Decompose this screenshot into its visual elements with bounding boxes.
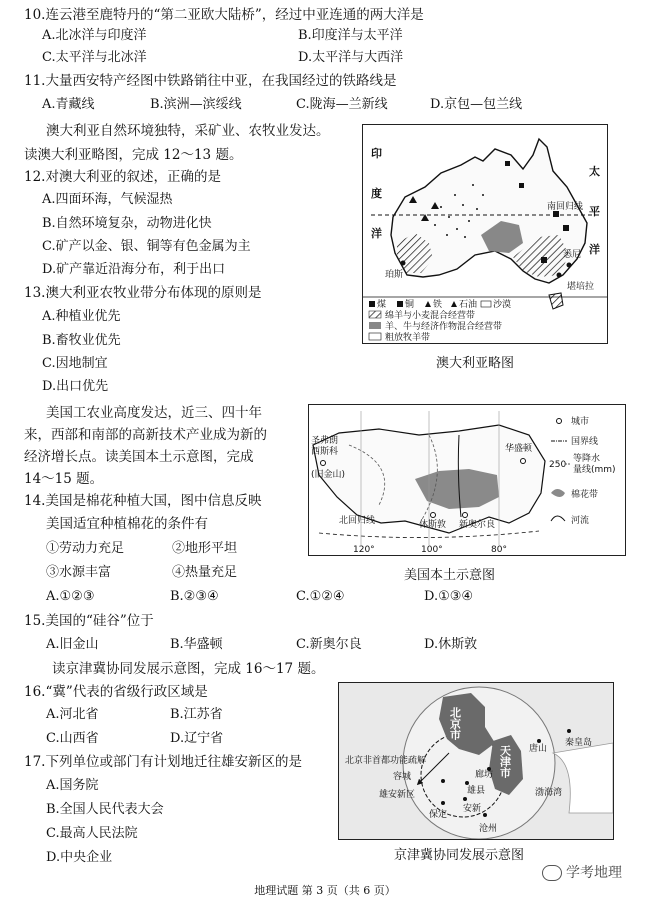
q17-stem: 17.下列单位或部门有计划地迁往雄安新区的是 <box>24 754 302 770</box>
q15-option-b: B.华盛顿 <box>170 637 223 652</box>
q11-option-c: C.陇海—兰新线 <box>296 97 388 112</box>
q14-item-1: ①劳动力充足 <box>46 541 125 556</box>
q16-option-b: B.江苏省 <box>170 707 223 722</box>
label-sf-3: (旧金山) <box>311 470 346 480</box>
q17-option-d: D.中央企业 <box>46 850 113 865</box>
label-tropic-capricorn: 南回归线 <box>547 202 584 212</box>
q13-option-b: B.畜牧业优先 <box>42 333 121 348</box>
tangshan-marker <box>537 739 541 743</box>
q10-option-a: A.北冰洋与印度洋 <box>42 28 147 43</box>
usa-intro-line4: 14～15 题。 <box>24 471 104 487</box>
legend-cattle-sheep-swatch <box>369 322 381 329</box>
legend-city-swatch <box>557 419 562 424</box>
q14-option-c: C.①②④ <box>296 589 345 604</box>
q15-option-d: D.休斯敦 <box>424 637 478 652</box>
label-cangzhou: 沧州 <box>479 824 498 834</box>
legend-desert: 沙漠 <box>493 300 512 310</box>
qhd-marker <box>567 729 571 733</box>
usa-map-caption: 美国本土示意图 <box>404 568 496 583</box>
label-yin: 印 <box>371 147 382 160</box>
legend-cotton-swatch <box>551 489 565 497</box>
label-du: 度 <box>371 187 382 200</box>
label-anxin: 安新 <box>463 804 482 814</box>
q16-stem: 16.“冀”代表的省级行政区域是 <box>24 684 208 700</box>
legend-cattle-sheep: 羊、牛与经济作物混合经营带 <box>385 322 503 332</box>
q15-stem: 15.美国的“硅谷”位于 <box>24 613 154 629</box>
wechat-icon <box>542 865 562 881</box>
houston-marker <box>431 513 436 518</box>
q13-stem: 13.澳大利亚农牧业带分布体现的原则是 <box>24 285 262 301</box>
canberra-marker <box>557 273 562 278</box>
australia-map-caption: 澳大利亚略图 <box>436 356 515 371</box>
q14-option-b: B.②③④ <box>170 589 219 604</box>
baoding-marker <box>441 801 445 805</box>
legend-iron: 铁 <box>433 300 443 310</box>
q12-option-d: D.矿产靠近沿海分布，利于出口 <box>42 262 226 277</box>
page-footer: 地理试题 第 3 页（共 6 页） <box>254 884 396 897</box>
q14-item-2: ②地形平坦 <box>172 541 238 556</box>
legend-grazing: 粗放牧羊带 <box>385 333 431 343</box>
label-xiongan: 雄安新区 <box>379 790 416 800</box>
jjj-map <box>338 682 614 840</box>
q10-option-b: B.印度洋与太平洋 <box>298 28 403 43</box>
legend-copper-swatch <box>397 301 403 307</box>
q12-option-c: C.矿产以金、银、铜等有色金属为主 <box>42 239 251 254</box>
legend-isohyet-1: 等降水 <box>573 454 601 464</box>
legend-oil: 石油 <box>459 300 478 310</box>
label-tianjin: 天津市 <box>498 745 512 778</box>
legend-river-swatch <box>551 516 565 521</box>
q14-item-3: ③水源丰富 <box>46 565 112 580</box>
q17-option-a: A.国务院 <box>46 778 99 793</box>
label-rongcheng: 容城 <box>393 772 412 782</box>
label-bohai-bay: 渤海湾 <box>535 788 563 798</box>
watermark-text: 学考地理 <box>566 865 622 881</box>
q11-stem: 11.大量西安特产经图中铁路销往中亚，在我国经过的铁路线是 <box>24 73 397 89</box>
label-noncapital-function: 北京非首都功能疏解 <box>345 756 427 766</box>
q15-option-a: A.旧金山 <box>46 637 99 652</box>
cangzhou-marker <box>483 813 487 817</box>
legend-desert-swatch <box>481 301 491 307</box>
perth-marker <box>401 261 406 266</box>
neworleans-marker <box>463 513 468 518</box>
legend-coal: 煤 <box>377 300 387 310</box>
watermark <box>542 862 622 882</box>
label-qhd: 秦皇岛 <box>565 738 593 748</box>
label-langfang: 廊坊 <box>475 770 494 780</box>
label-tai: 太 <box>589 165 600 178</box>
q17-option-c: C.最高人民法院 <box>46 826 138 841</box>
legend-copper: 铜 <box>405 300 415 310</box>
legend-sheep-wheat-swatch <box>369 311 381 318</box>
jjj-intro: 读京津冀协同发展示意图，完成 16～17 题。 <box>52 661 325 677</box>
tasmania <box>549 293 563 309</box>
q12-option-a: A.四面环海，气候湿热 <box>42 192 173 207</box>
q10-option-c: C.太平洋与北冰洋 <box>42 50 147 65</box>
sf-marker <box>321 461 326 466</box>
legend-sheep-wheat: 绵羊与小麦混合经营带 <box>385 311 476 321</box>
q10-option-d: D.太平洋与大西洋 <box>298 50 404 65</box>
usa-intro-line1: 美国工农业高度发达，近三、四十年 <box>46 405 262 421</box>
jjj-map-caption: 京津冀协同发展示意图 <box>394 848 525 863</box>
legend-grazing-swatch <box>369 333 381 340</box>
q11-option-a: A.青藏线 <box>42 97 95 112</box>
label-sf-2: 西斯科 <box>311 447 339 457</box>
q10-stem: 10.连云港至鹿特丹的“第二亚欧大陆桥”，经过中亚连通的两大洋是 <box>24 7 424 23</box>
q13-option-d: D.出口优先 <box>42 379 109 394</box>
label-lon-120: 120° <box>353 545 375 555</box>
label-sydney: 悉尼 <box>563 250 582 260</box>
aus-intro-line1: 澳大利亚自然环境独特，采矿业、农牧业发达。 <box>46 123 330 139</box>
label-lon-80: 80° <box>491 545 507 555</box>
label-ping: 平 <box>589 205 600 218</box>
legend-coal-swatch <box>369 301 375 307</box>
q12-option-b: B.自然环境复杂，动物进化快 <box>42 216 212 231</box>
aus-intro-line2: 读澳大利亚略图，完成 12～13 题。 <box>24 147 243 163</box>
q12-stem: 12.对澳大利亚的叙述，正确的是 <box>24 169 221 185</box>
q14-item-4: ④热量充足 <box>172 565 238 580</box>
legend-oil-swatch <box>451 301 457 307</box>
q11-option-b: B.滨洲—滨绥线 <box>150 97 242 112</box>
label-baoding: 保定 <box>429 810 448 820</box>
label-houston: 休斯敦 <box>419 520 447 530</box>
q16-option-c: C.山西省 <box>46 731 99 746</box>
label-xiongxian: 雄县 <box>467 786 486 796</box>
xiongxian-marker <box>465 781 469 785</box>
q14-stem-line1: 14.美国是棉花种植大国，图中信息反映 <box>24 493 262 509</box>
q16-option-d: D.辽宁省 <box>170 731 224 746</box>
australia-map <box>362 124 608 344</box>
legend-isohyet-value: 250 <box>549 460 567 470</box>
q14-option-d: D.①③④ <box>424 589 474 604</box>
q16-option-a: A.河北省 <box>46 707 99 722</box>
label-tropic-cancer: 北回归线 <box>339 516 376 526</box>
q11-option-d: D.京包—包兰线 <box>430 97 523 112</box>
label-perth: 珀斯 <box>385 270 404 280</box>
label-lon-100: 100° <box>421 545 443 555</box>
usa-map <box>308 404 626 556</box>
q14-option-a: A.①②③ <box>46 589 95 604</box>
label-canberra: 堪培拉 <box>567 282 595 292</box>
rongcheng-marker <box>441 779 445 783</box>
q13-option-a: A.种植业优先 <box>42 309 121 324</box>
usa-intro-line2: 来，西部和南部的高新技术产业成为新的 <box>24 427 267 443</box>
usa-intro-line3: 经济增长点。读美国本土示意图，完成 <box>24 449 254 465</box>
label-tangshan: 唐山 <box>529 744 548 754</box>
label-sf-1: 圣弗朗 <box>311 436 339 446</box>
legend-iron-swatch <box>425 301 431 307</box>
legend-city: 城市 <box>571 417 590 427</box>
bohai-sea <box>553 743 613 813</box>
label-yang1: 洋 <box>371 227 382 240</box>
washington-marker <box>521 459 526 464</box>
q17-option-b: B.全国人民代表大会 <box>46 802 164 817</box>
label-yang2: 洋 <box>589 243 600 256</box>
sydney-marker <box>567 263 572 268</box>
legend-border: 国界线 <box>571 437 599 447</box>
legend-river: 河流 <box>571 516 590 526</box>
legend-cotton: 棉花带 <box>571 490 599 500</box>
label-neworleans: 新奥尔良 <box>459 520 496 530</box>
anxin-marker <box>463 797 467 801</box>
q13-option-c: C.因地制宜 <box>42 356 108 371</box>
legend-isohyet-2: 量线(mm) <box>573 465 616 475</box>
q15-option-c: C.新奥尔良 <box>296 637 362 652</box>
q14-stem-line2: 美国适宜种植棉花的条件有 <box>46 516 208 532</box>
label-washington: 华盛顿 <box>505 444 533 454</box>
label-beijing: 北京市 <box>448 707 462 740</box>
